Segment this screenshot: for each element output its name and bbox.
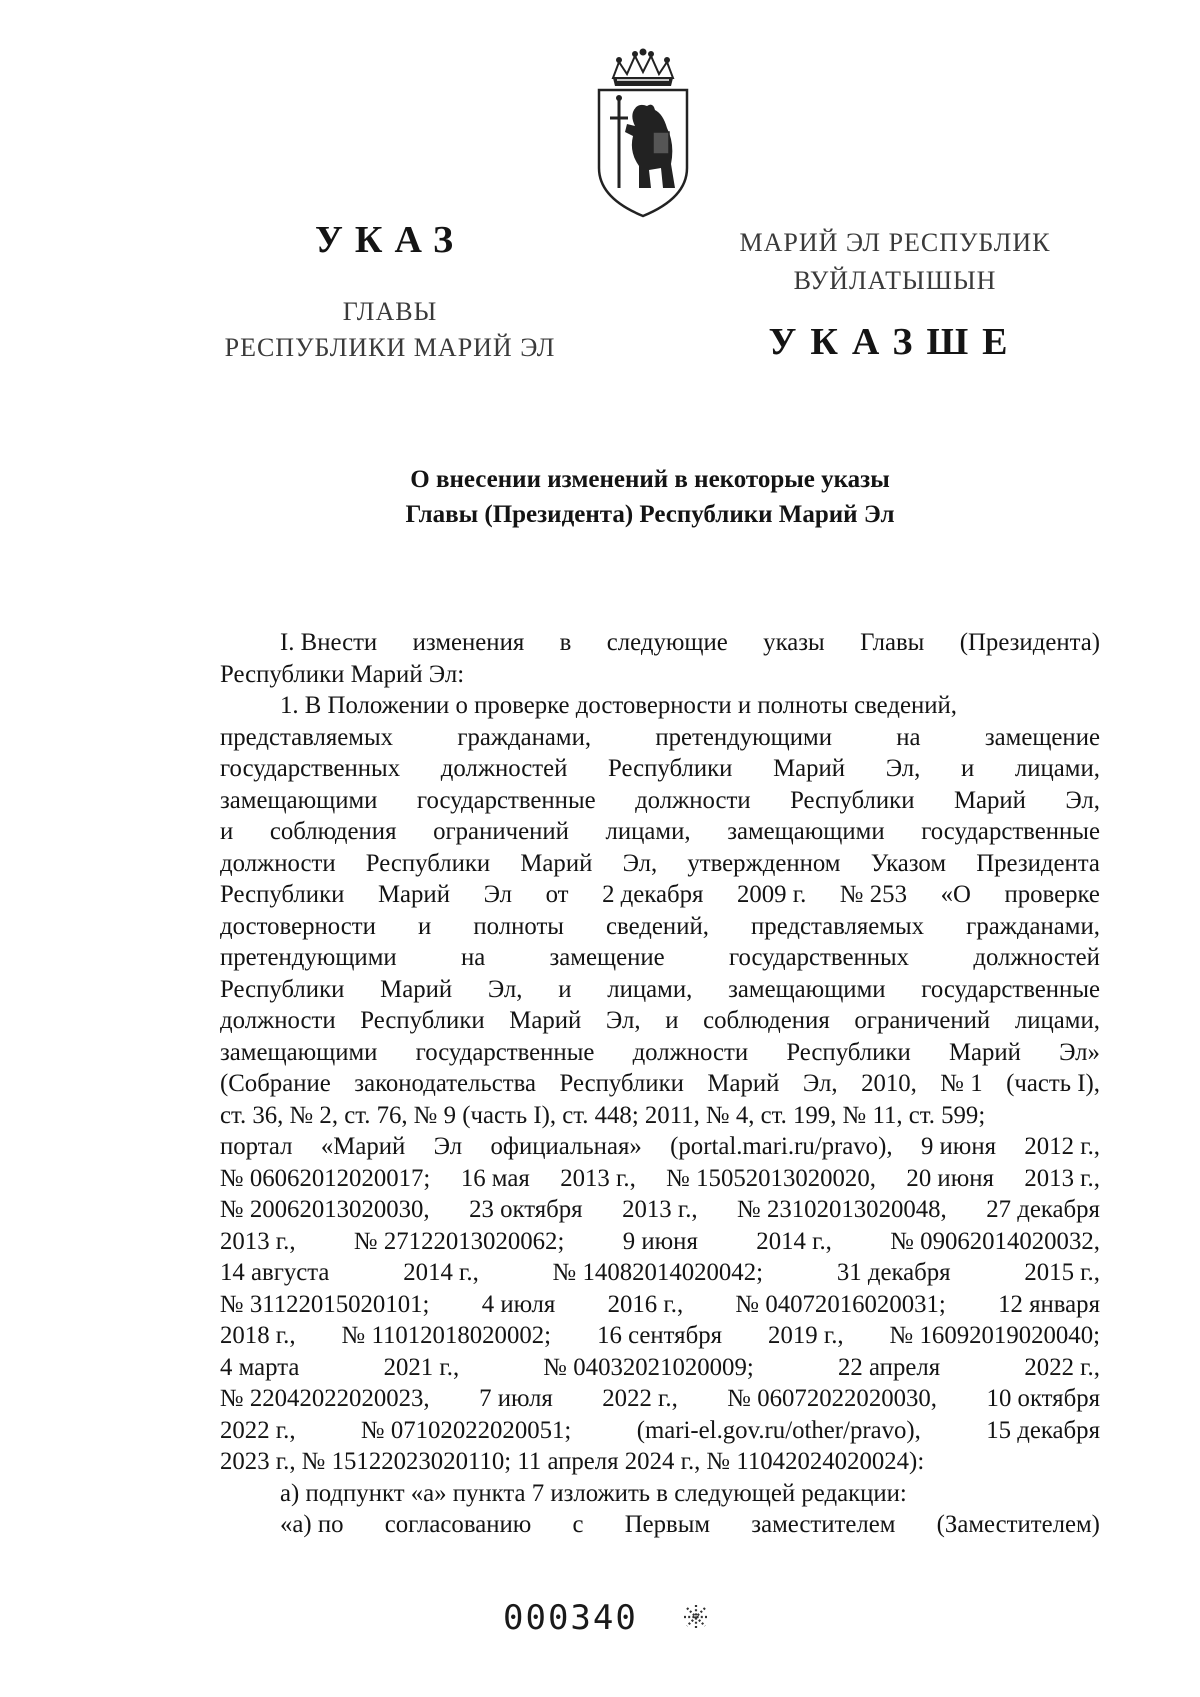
body-line	[220, 1383, 1100, 1415]
body-word: 2014 г.,	[403, 1259, 479, 1286]
body-word: Эл,	[487, 975, 523, 1003]
body-line	[220, 1446, 1100, 1478]
body-word: Республики	[608, 755, 733, 782]
body-word: Республики Марий Эл:	[220, 660, 465, 688]
body-word: 2023 г., № 15122023020110; 11 апреля 2024 г., № 11042024020024):	[220, 1448, 925, 1475]
body-word: ограничений	[433, 818, 569, 845]
body-word: в	[559, 629, 572, 656]
body-word: Республики	[559, 1070, 684, 1097]
body-word: от	[545, 881, 569, 908]
body-word: 2015 г.,	[1024, 1259, 1100, 1286]
body-word: 9 июня	[920, 1133, 997, 1160]
body-line	[220, 1226, 1100, 1258]
body-word: 1. В Положении о проверке достоверности и полноты сведений,	[280, 692, 957, 719]
body-word: № 09062014020032,	[890, 1227, 1100, 1255]
body-word: сведений,	[606, 912, 709, 940]
body-word: указы	[763, 629, 825, 656]
body-word: должностей	[440, 755, 568, 782]
body-word: № 253	[839, 881, 907, 908]
body-line	[220, 1257, 1100, 1289]
body-word: 2016 г.,	[607, 1290, 684, 1318]
decree-title-ru: УКАЗ	[315, 219, 465, 261]
body-word: № 07102022020051;	[360, 1416, 572, 1444]
body-word: Эл,	[885, 755, 921, 782]
body-word: государственные	[415, 1038, 595, 1066]
body-word: № 11012018020002;	[341, 1322, 552, 1349]
body-word: заместителем	[751, 1511, 896, 1538]
body-word: Марий	[509, 1007, 582, 1034]
body-word: (portal.mari.ru/pravo),	[670, 1133, 893, 1160]
body-word: 22 апреля	[838, 1353, 941, 1381]
body-word: Марий	[948, 1038, 1021, 1066]
body-word: 31 декабря	[836, 1259, 951, 1286]
body-word: и	[665, 1007, 679, 1034]
body-word: и	[220, 818, 234, 845]
body-word: на	[460, 944, 486, 971]
body-word: Первым	[624, 1511, 711, 1538]
body-word: и	[960, 755, 975, 782]
body-word: ограничений	[854, 1007, 991, 1034]
body-word: гражданами,	[966, 912, 1100, 940]
body-word: 7 июля	[479, 1385, 553, 1412]
body-word: Эл	[433, 1133, 463, 1160]
body-word: № 04072016020031;	[735, 1290, 946, 1318]
body-word: соблюдения	[269, 818, 397, 845]
body-word: замещающими	[728, 975, 886, 1003]
body-word: 9 июня	[622, 1227, 698, 1255]
body-word: полноты	[473, 912, 564, 940]
body-word: 14 августа	[220, 1259, 330, 1286]
body-word: 20 июня	[906, 1164, 994, 1192]
body-word: представляемых	[751, 912, 925, 940]
body-word: 2018 г.,	[220, 1322, 296, 1349]
body-word: № 15052013020020,	[666, 1164, 876, 1192]
body-word: следующие	[606, 629, 728, 656]
body-word: № 31122015020101;	[220, 1290, 430, 1318]
document-serial-number: 000340	[503, 1598, 638, 1638]
body-word: государственных	[728, 944, 910, 971]
body-word: проверке	[1004, 881, 1100, 908]
body-word: 27 декабря	[986, 1196, 1100, 1223]
body-word: 2014 г.,	[756, 1227, 832, 1255]
body-line	[220, 785, 1100, 817]
body-word: № 27122013020062;	[354, 1227, 565, 1255]
body-line	[220, 627, 1100, 659]
issuer-mari-line-1: МАРИЙ ЭЛ РЕСПУБЛИК	[739, 228, 1051, 257]
body-line	[220, 1163, 1100, 1195]
body-word: изменения	[412, 629, 525, 656]
body-word: замещающими	[220, 1038, 378, 1066]
document-title-line-1: О внесении изменений в некоторые указы	[410, 466, 890, 493]
body-word: 2022 г.,	[602, 1385, 678, 1412]
body-word: официальная»	[490, 1133, 642, 1160]
body-word: 10 октября	[986, 1385, 1100, 1412]
body-word: (часть I),	[1006, 1070, 1100, 1097]
body-word: 4 марта	[220, 1353, 300, 1381]
body-word: соблюдения	[703, 1007, 830, 1034]
body-word: Марий	[707, 1070, 780, 1097]
issuer-mari-line-2: ВУЙЛАТЫШЫН	[793, 266, 997, 295]
body-word: Республики	[220, 975, 345, 1003]
body-word: Марий	[520, 849, 593, 877]
decree-title-mari: УКАЗШЕ	[768, 321, 1022, 363]
body-word: Указом	[870, 849, 947, 877]
body-word: 16 мая	[460, 1164, 530, 1192]
body-word: № 20062013020030,	[220, 1196, 430, 1223]
body-word: № 04032021020009;	[543, 1353, 754, 1381]
body-word: 2 декабря	[602, 881, 704, 908]
body-word: Президента	[976, 849, 1100, 877]
body-word: (Заместителем)	[936, 1511, 1100, 1538]
body-word: I. Внести	[280, 629, 378, 656]
body-word: Эл	[483, 881, 512, 908]
body-line	[220, 942, 1100, 974]
body-word: 16 сентября	[597, 1322, 722, 1349]
body-line	[220, 974, 1100, 1006]
body-word: № 22042022020023,	[220, 1385, 430, 1412]
body-word: 2022 г.,	[1024, 1353, 1100, 1381]
body-word: замещающими	[220, 786, 378, 814]
body-word: «Марий	[320, 1133, 406, 1160]
body-word: и	[418, 912, 432, 940]
body-word: ст. 36, № 2, ст. 76, № 9 (часть I), ст. 448; 2011, № 4, ст. 199, № 11, ст. 599;	[220, 1101, 986, 1129]
body-word: должности	[220, 849, 336, 877]
body-word: лицами,	[607, 975, 693, 1003]
body-word: на	[896, 723, 921, 751]
document-title	[200, 462, 1100, 532]
body-line	[220, 659, 1100, 691]
body-word: (Собрание	[220, 1070, 331, 1097]
body-word: Эл,	[802, 1070, 838, 1097]
body-word: и	[558, 975, 572, 1003]
body-word: № 16092019020040;	[889, 1322, 1100, 1349]
body-word: лицами,	[1014, 1007, 1100, 1034]
body-word: утвержденном	[687, 849, 841, 877]
body-word: Республики	[365, 849, 491, 877]
body-line	[220, 690, 1100, 722]
body-word: № 1	[940, 1070, 983, 1097]
body-word: замещение	[984, 723, 1100, 751]
issuer-ru	[190, 294, 590, 366]
body-word: лицами,	[1014, 755, 1100, 782]
body-line	[220, 1100, 1100, 1132]
body-word: 4 июля	[481, 1290, 556, 1318]
body-word: 2019 г.,	[768, 1322, 844, 1349]
body-word: государственные	[921, 818, 1100, 845]
body-word: Марий	[377, 881, 450, 908]
body-word: Республики	[790, 786, 915, 814]
body-word: должности	[220, 1007, 336, 1034]
body-word: должности	[632, 1038, 749, 1066]
body-word: 2012 г.,	[1024, 1133, 1100, 1160]
body-word: 2013 г.,	[1024, 1164, 1100, 1192]
body-word: (Президента)	[959, 629, 1100, 656]
body-word: Республики	[220, 881, 345, 908]
body-line	[220, 1194, 1100, 1226]
body-line	[220, 1289, 1100, 1321]
body-word: 2013 г.,	[560, 1164, 636, 1192]
body-word: а) подпункт «а» пункта 7 изложить в следующей редакции:	[280, 1479, 907, 1507]
body-word: 2021 г.,	[383, 1353, 460, 1381]
body-word: законодательства	[354, 1070, 536, 1097]
body-line	[220, 1037, 1100, 1069]
body-word: Эл,	[622, 849, 658, 877]
body-line	[220, 1005, 1100, 1037]
body-line	[220, 753, 1100, 785]
body-line	[220, 816, 1100, 848]
body-word: Главы	[860, 629, 925, 656]
body-word: портал	[220, 1133, 293, 1160]
body-word: № 23102013020048,	[737, 1196, 947, 1223]
body-word: согласованию	[384, 1511, 532, 1538]
body-word: гражданами,	[457, 723, 592, 751]
body-line	[220, 1478, 1100, 1510]
body-line	[220, 1131, 1100, 1163]
body-word: претендующими	[220, 944, 397, 971]
body-word: с	[572, 1511, 584, 1538]
body-word: 2013 г.,	[220, 1227, 296, 1255]
body-line	[220, 722, 1100, 754]
body-word: 12 января	[998, 1290, 1100, 1318]
body-line	[220, 1352, 1100, 1384]
body-word: 15 декабря	[986, 1416, 1100, 1444]
body-word: Республики	[786, 1038, 911, 1066]
body-word: государственные	[921, 975, 1100, 1003]
body-word: замещение	[549, 944, 665, 971]
body-word: «а) по	[280, 1511, 344, 1538]
body-word: Эл»	[1059, 1038, 1100, 1066]
body-word: лицами,	[605, 818, 691, 845]
body-word: должностей	[973, 944, 1100, 971]
body-word: 2010,	[861, 1070, 917, 1097]
body-word: Республики	[360, 1007, 485, 1034]
body-word: Марий	[380, 975, 453, 1003]
body-word: 23 октября	[469, 1196, 583, 1223]
body-word: «О	[940, 881, 971, 908]
body-word: Эл,	[1065, 786, 1100, 814]
body-word: 2022 г.,	[220, 1416, 296, 1444]
body-word: № 06072022020030,	[727, 1385, 938, 1412]
coat-of-arms-icon	[593, 48, 693, 228]
body-line	[220, 1068, 1100, 1100]
body-word: 2009 г.	[736, 881, 807, 908]
body-line	[220, 1509, 1100, 1541]
document-body	[220, 627, 1100, 1541]
body-word: замещающими	[727, 818, 885, 845]
body-word: достоверности	[220, 912, 376, 940]
body-word: № 06062012020017;	[220, 1164, 431, 1192]
body-line	[220, 911, 1100, 943]
body-word: государственных	[220, 755, 401, 782]
body-word: должности	[635, 786, 751, 814]
body-word: Эл,	[605, 1007, 641, 1034]
body-word: государственные	[416, 786, 596, 814]
body-word: претендующими	[655, 723, 833, 751]
body-line	[220, 848, 1100, 880]
body-word: № 14082014020042;	[552, 1259, 763, 1286]
body-word: представляемых	[220, 723, 394, 751]
issuer-mari	[700, 224, 1090, 300]
body-word: Марий	[953, 786, 1026, 814]
issuer-ru-line-2: РЕСПУБЛИКИ МАРИЙ ЭЛ	[224, 333, 556, 362]
body-line	[220, 879, 1100, 911]
body-word: Марий	[773, 755, 846, 782]
body-word: 2013 г.,	[622, 1196, 698, 1223]
body-line	[220, 1415, 1100, 1447]
issuer-ru-line-1: ГЛАВЫ	[342, 297, 438, 326]
body-line	[220, 1320, 1100, 1352]
document-title-line-2: Главы (Президента) Республики Марий Эл	[405, 501, 895, 528]
body-word: (mari-el.gov.ru/other/pravo),	[636, 1416, 921, 1444]
asterisk-ornament-icon	[682, 1603, 710, 1631]
